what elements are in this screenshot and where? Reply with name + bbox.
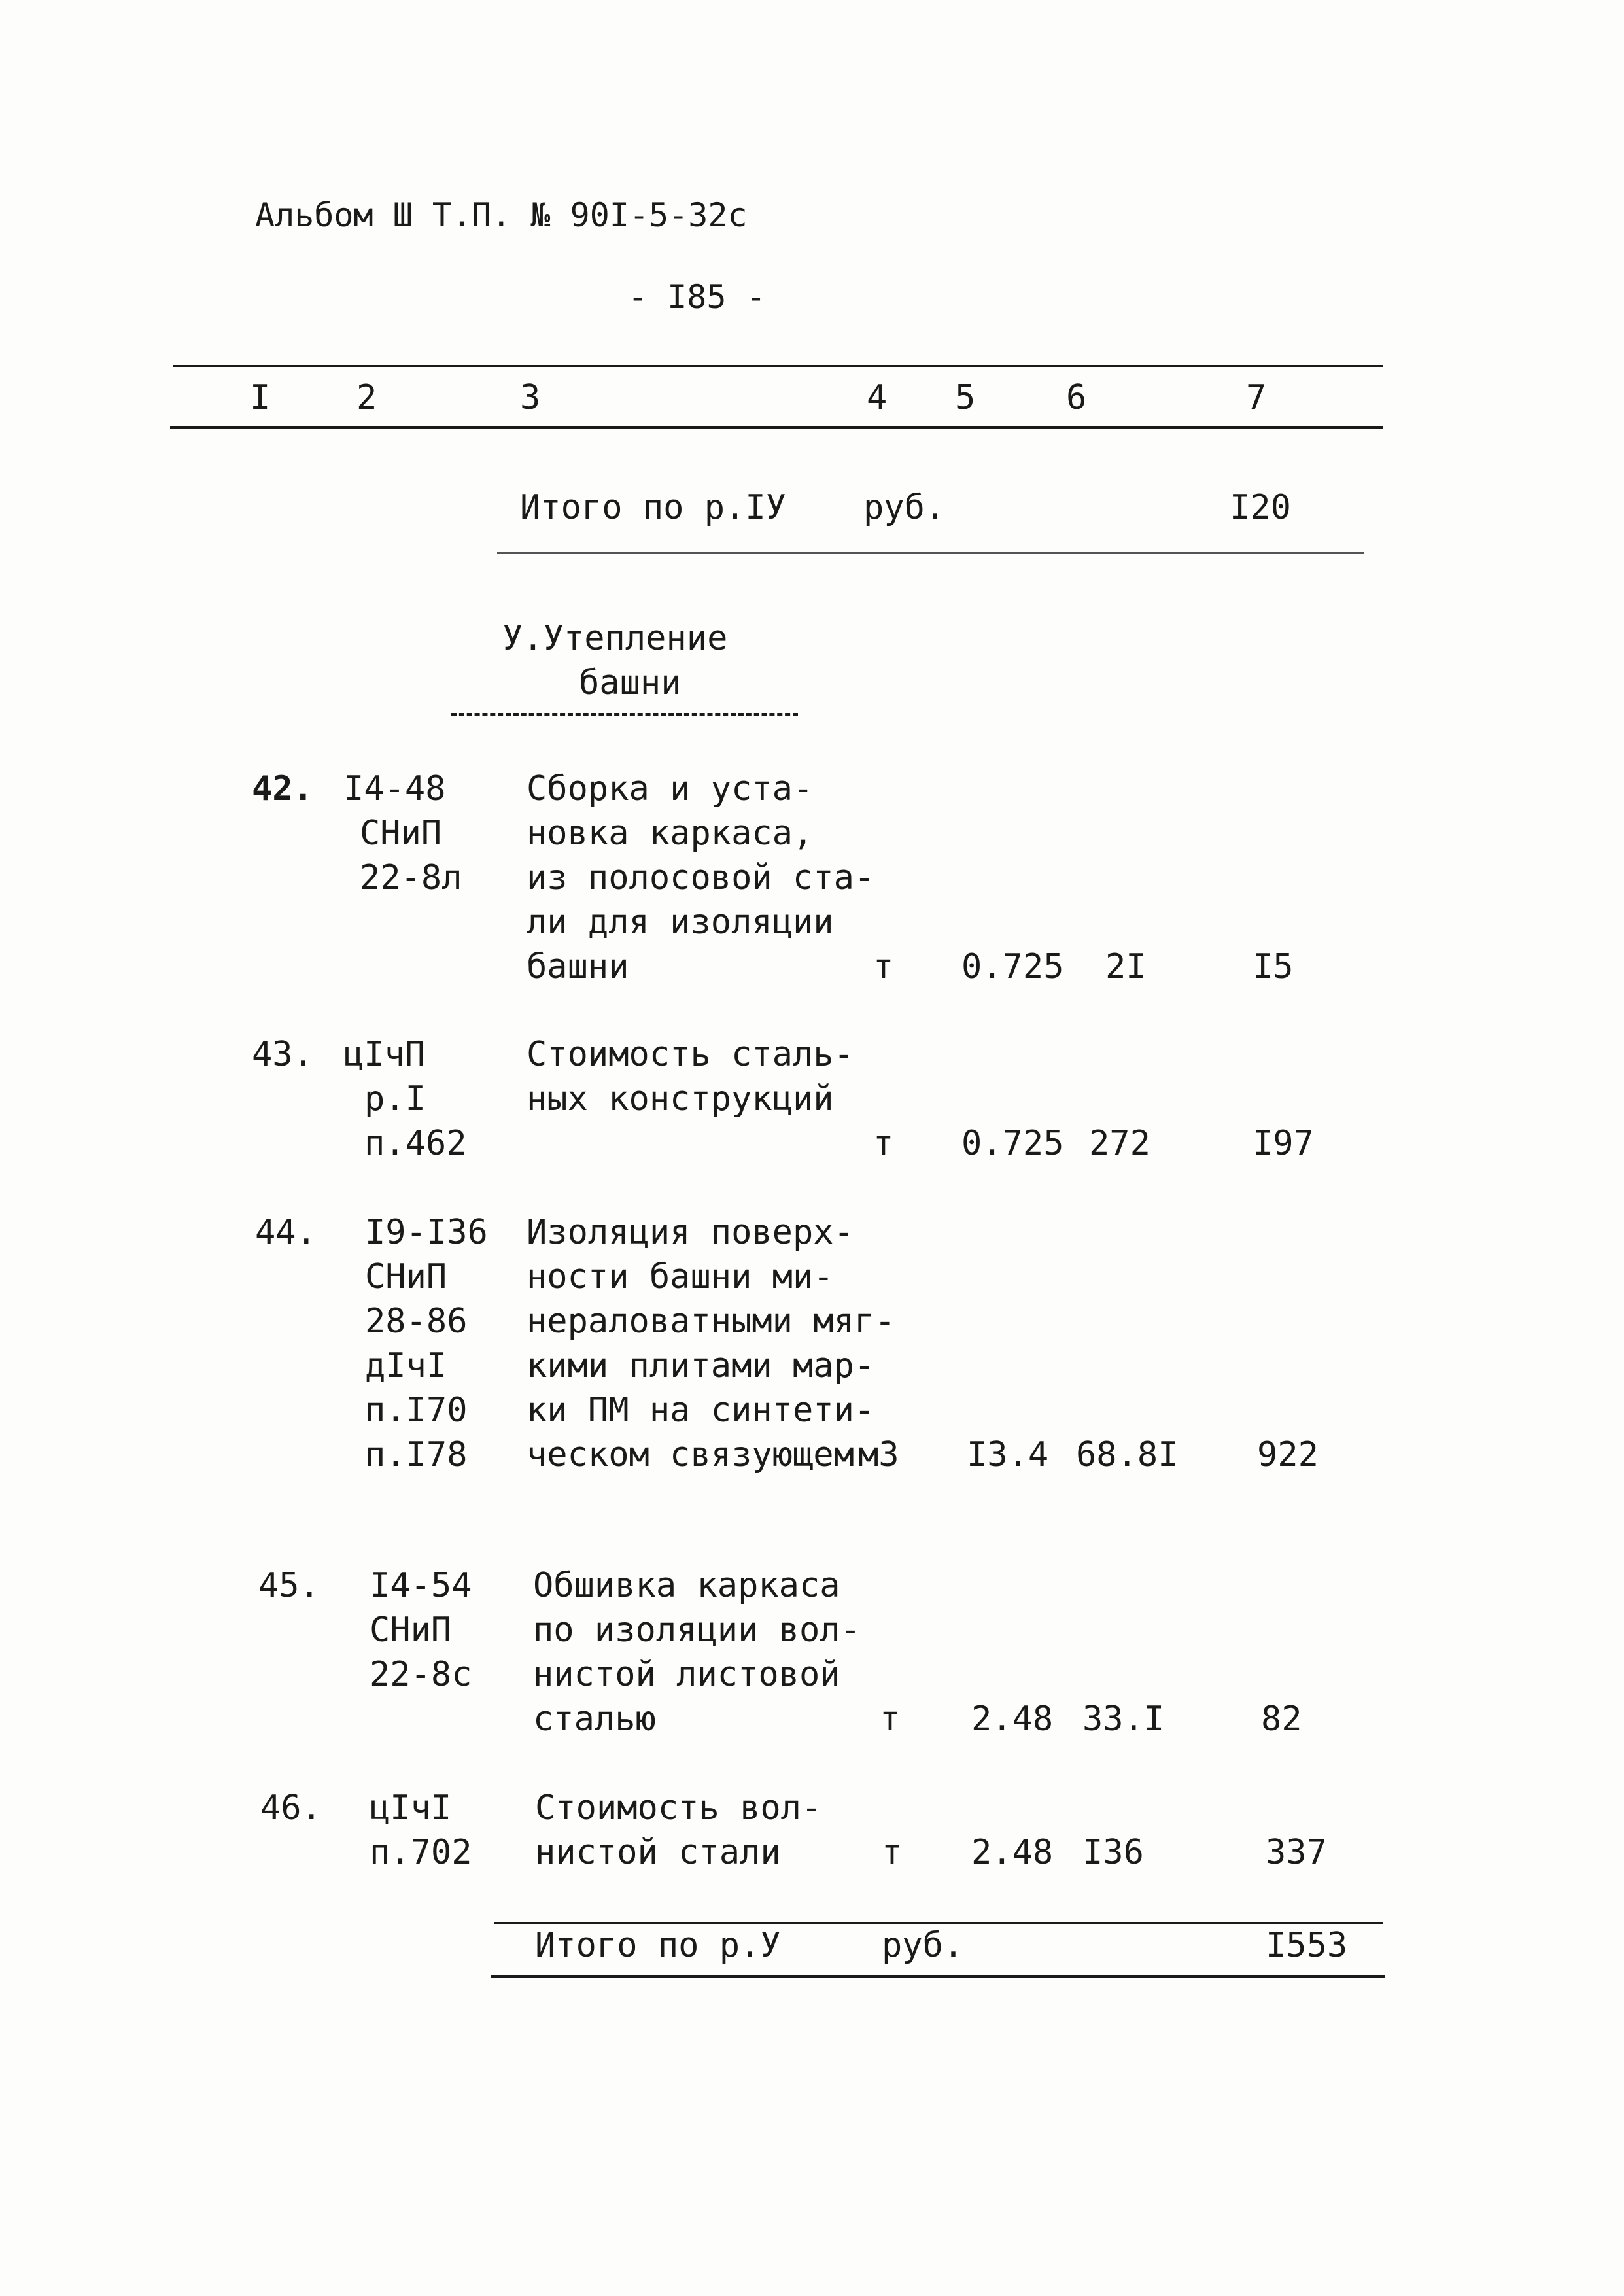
row-43-code [343, 1032, 467, 1166]
code-line: цIчI [370, 1788, 452, 1828]
code-line: р.I [364, 1079, 426, 1119]
row-46-code [370, 1786, 472, 1875]
row-44-code [365, 1210, 488, 1477]
row-42-code [343, 767, 462, 900]
subtotal-v-label: Итого по р.У [535, 1926, 781, 1965]
code-line: СНиП [365, 1257, 447, 1296]
code-line: СНиП [370, 1610, 452, 1650]
col-header-5: 5 [955, 378, 976, 417]
code-line: п.I78 [365, 1435, 468, 1474]
code-line: 22-8с [370, 1655, 472, 1694]
row-46-description [535, 1786, 821, 1875]
section-v-title-cont: башни [579, 663, 682, 703]
col-header-7: 7 [1246, 378, 1267, 417]
row-43-price: 272 [1089, 1124, 1150, 1163]
code-line: дIчI [365, 1346, 447, 1385]
code-line: СНиП [360, 814, 442, 853]
table-top-rule [173, 365, 1383, 367]
page-number: - I85 - [628, 278, 766, 316]
row-42-unit: т [873, 947, 894, 986]
album-line: Альбом Ш Т.П. № 90I-5-32с [255, 196, 748, 234]
row-43-qty: 0.725 [961, 1124, 1064, 1163]
row-45-number: 45. [258, 1566, 320, 1605]
subtotal-iv-label: Итого по р.IУ [520, 488, 786, 527]
desc-line: Обшивка каркаса [533, 1566, 840, 1605]
row-45-qty: 2.48 [971, 1699, 1054, 1739]
desc-line: Стоимость сталь- [527, 1035, 854, 1074]
row-43-unit: т [873, 1124, 894, 1163]
subtotal-iv-rule [497, 552, 1364, 554]
row-46-total: 337 [1266, 1833, 1327, 1872]
row-43-description [527, 1032, 854, 1121]
subtotal-iv-unit: руб. [863, 488, 946, 527]
row-46-unit: т [882, 1833, 903, 1872]
code-line: цIчП [343, 1035, 426, 1074]
code-line: 28-86 [365, 1302, 468, 1341]
desc-line: ческом связующем [527, 1435, 854, 1474]
code-line: 22-8л [360, 858, 462, 897]
row-42-price: 2I [1105, 947, 1147, 986]
row-46-number: 46. [260, 1788, 322, 1828]
code-line: I4-54 [370, 1566, 472, 1605]
code-line: I4-48 [343, 769, 446, 809]
row-44-number: 44. [255, 1213, 317, 1252]
desc-line: башни [527, 947, 629, 986]
desc-line: нераловатными мяг- [527, 1302, 895, 1341]
col-header-3: 3 [520, 378, 541, 417]
row-45-price: 33.I [1082, 1699, 1165, 1739]
desc-line: новка каркаса, [527, 814, 814, 853]
row-43-number: 43. [252, 1035, 313, 1074]
desc-line: нистой листовой [533, 1655, 840, 1694]
desc-line: ли для изоляции [527, 903, 834, 942]
section-v-title: У.Утепление [502, 619, 728, 658]
row-42-total: I5 [1253, 947, 1294, 986]
col-header-6: 6 [1066, 378, 1087, 417]
desc-line: кими плитами мар- [527, 1346, 875, 1385]
code-line: п.702 [370, 1833, 472, 1872]
row-44-qty: I3.4 [967, 1435, 1049, 1474]
desc-line: Стоимость вол- [535, 1788, 822, 1828]
row-45-code [370, 1563, 472, 1697]
desc-line: из полосовой ста- [527, 858, 875, 897]
subtotal-v-unit: руб. [882, 1926, 964, 1965]
table-header-bottom-rule [170, 426, 1383, 429]
desc-line: ных конструкций [527, 1079, 834, 1119]
row-44-price: 68.8I [1076, 1435, 1179, 1474]
subtotal-v-total: I553 [1266, 1926, 1348, 1965]
desc-line: сталью [533, 1699, 656, 1739]
col-header-2: 2 [356, 378, 377, 417]
subtotal-v-bottom-rule [491, 1975, 1385, 1978]
row-42-description [527, 767, 874, 989]
row-44-unit: м3 [858, 1435, 899, 1474]
row-46-price: I36 [1082, 1833, 1144, 1872]
col-header-1: I [250, 378, 271, 417]
row-45-description [533, 1563, 861, 1741]
row-44-total: 922 [1257, 1435, 1319, 1474]
subtotal-iv-total: I20 [1230, 488, 1291, 527]
row-43-total: I97 [1253, 1124, 1314, 1163]
desc-line: Сборка и уста- [527, 769, 814, 809]
section-v-underline [451, 713, 798, 716]
desc-line: Изоляция поверх- [527, 1213, 854, 1252]
desc-line: ки ПМ на синтети- [527, 1391, 875, 1430]
code-line: I9-I36 [365, 1213, 488, 1252]
row-42-qty: 0.725 [961, 947, 1064, 986]
row-45-total: 82 [1261, 1699, 1302, 1739]
row-46-qty: 2.48 [971, 1833, 1054, 1872]
desc-line: нистой стали [535, 1833, 781, 1872]
code-line: п.462 [364, 1124, 467, 1163]
row-45-unit: т [880, 1699, 901, 1739]
desc-line: ности башни ми- [527, 1257, 834, 1296]
desc-line: по изоляции вол- [533, 1610, 861, 1650]
col-header-4: 4 [867, 378, 888, 417]
row-42-number: 42. [252, 769, 313, 809]
row-44-description [527, 1210, 895, 1477]
code-line: п.I70 [365, 1391, 468, 1430]
